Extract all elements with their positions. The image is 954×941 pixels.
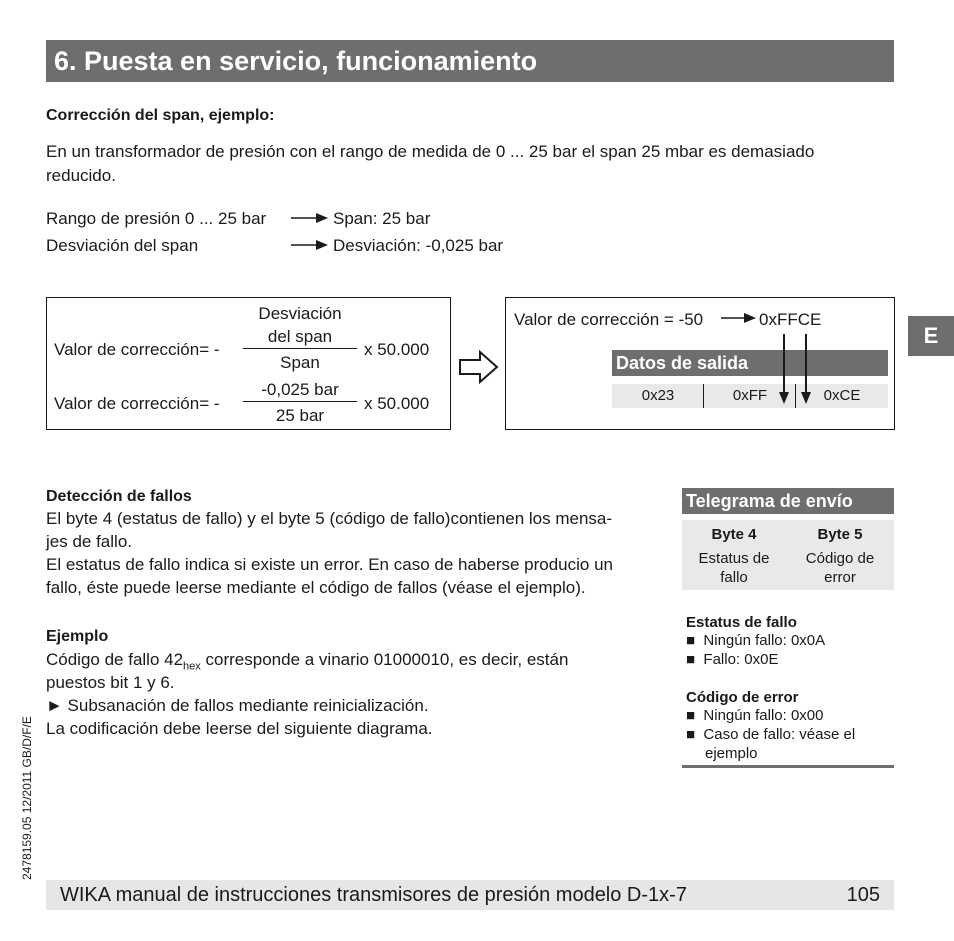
span-para-line2: reducido. <box>46 166 116 185</box>
status-heading: Estatus de fallo <box>686 614 797 631</box>
code-list-item: ■ Ningún fallo: 0x00 <box>686 707 824 724</box>
telegram-col-header: Byte 5 <box>817 526 863 543</box>
square-bullet-icon: ■ <box>686 707 696 724</box>
deviation-value: Desviación: -0,025 bar <box>333 236 504 255</box>
code-heading: Código de error <box>686 689 799 706</box>
footer-text: WIKA manual de instrucciones transmisores de presión modelo D-1x-7 <box>60 884 687 906</box>
telegram-cell-line: Código de <box>805 550 875 567</box>
formula2-multiplier: x 50.000 <box>364 394 430 413</box>
example-heading: Ejemplo <box>46 628 109 645</box>
language-tab: E <box>908 316 954 356</box>
square-bullet-icon: ■ <box>686 632 696 649</box>
example-line2: puestos bit 1 y 6. <box>46 673 175 692</box>
fault-para1-line2: jes de fallo. <box>46 532 132 551</box>
formula1-multiplier: x 50.000 <box>364 340 430 359</box>
fault-para2-line1: El estatus de fallo indica si existe un error. En caso de haberse producio un <box>46 555 614 574</box>
example-line3: ► Subsanación de fallos mediante reinicialización. <box>46 696 429 715</box>
hollow-arrow-icon <box>458 350 500 384</box>
code-list-item: ■ Caso de fallo: véase el <box>686 726 856 743</box>
document-code: 2478159.05 12/2011 GB/D/F/E <box>20 716 34 880</box>
span-value: Span: 25 bar <box>333 209 431 228</box>
formula1-denominator: Span <box>280 353 320 372</box>
formula1-numerator-line2: del span <box>267 327 333 346</box>
code-list-item-continued: ejemplo <box>705 745 758 762</box>
output-data-header: Datos de salida <box>612 350 888 376</box>
deviation-label: Desviación del span <box>46 236 199 255</box>
fraction-bar <box>243 401 357 402</box>
fault-para1-line1: El byte 4 (estatus de fallo) y el byte 5 (código de fallo)contienen los mensa- <box>46 509 613 528</box>
square-bullet-icon: ■ <box>686 726 696 743</box>
range-label: Rango de presión 0 ... 25 bar <box>46 209 267 228</box>
fraction-bar <box>243 348 357 349</box>
arrow-right-icon <box>720 310 758 326</box>
footer-bar <box>46 880 894 910</box>
output-byte: 0x23 <box>641 387 675 404</box>
sidebar-divider <box>682 765 894 768</box>
telegram-col-header: Byte 4 <box>711 526 757 543</box>
hex-value: 0xFFCE <box>759 310 822 329</box>
fault-heading: Detección de fallos <box>46 488 192 505</box>
telegram-cell-line: error <box>824 569 856 586</box>
square-bullet-icon: ■ <box>686 651 696 668</box>
status-list-item: ■ Ningún fallo: 0x0A <box>686 632 826 649</box>
example-line1: Código de fallo $42_{hex}$ corresponde a vinario 01000010, es decir, están <box>46 650 569 673</box>
formula2-label: Valor de corrección= - <box>54 394 220 413</box>
fault-para2-line2: fallo, éste puede leerse mediante el código de fallos (véase el ejemplo). <box>46 578 586 597</box>
span-para-line1: En un transformador de presión con el rango de medida de 0 ... 25 bar el span 25 mbar es demasiado <box>46 142 815 161</box>
down-arrows-icon <box>776 334 816 410</box>
example-line4: La codificación debe leerse del siguiente diagrama. <box>46 719 433 738</box>
telegram-header: Telegrama de envío <box>682 488 894 514</box>
telegram-cell-line: fallo <box>720 569 748 586</box>
arrow-right-icon <box>290 210 330 226</box>
status-list-item: ■ Fallo: 0x0E <box>686 651 779 668</box>
correction-value: Valor de corrección = -50 <box>514 310 704 329</box>
formula2-numerator: -0,025 bar <box>261 380 339 399</box>
page-title: 6. Puesta en servicio, funcionamiento <box>46 40 894 82</box>
span-heading: Corrección del span, ejemplo: <box>46 107 275 124</box>
formula1-numerator-line1: Desviación <box>258 304 342 323</box>
formula2-denominator: 25 bar <box>275 406 325 425</box>
output-byte: 0xCE <box>823 387 861 404</box>
telegram-cell-line: Estatus de <box>698 550 770 567</box>
page-number: 105 <box>846 884 880 906</box>
formula1-label: Valor de corrección= - <box>54 340 220 359</box>
output-byte: 0xFF <box>732 387 768 404</box>
arrow-right-icon <box>290 237 330 253</box>
